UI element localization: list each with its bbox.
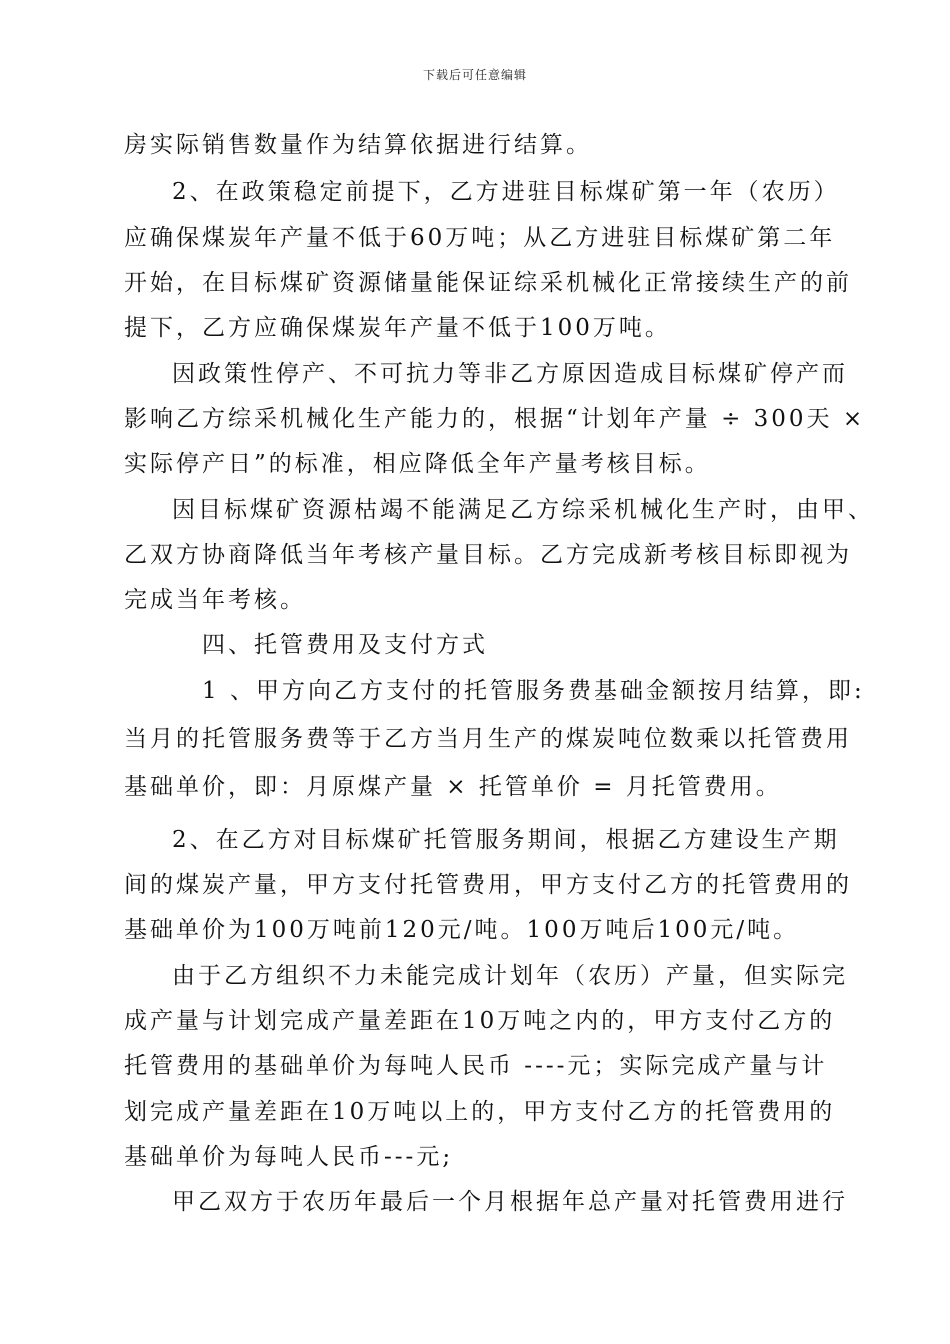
body-line: 2、在政策稳定前提下，乙方进驻目标煤矿第一年（农历） (172, 179, 840, 205)
body-line: 实际停产日”的标准，相应降低全年产量考核目标。 (124, 451, 711, 477)
body-line: 成产量与计划完成产量差距在10万吨之内的，甲方支付乙方的 (124, 1008, 836, 1034)
body-line: 开始，在目标煤矿资源储量能保证综采机械化正常接续生产的前 (124, 270, 852, 296)
body-line: 基础单价为每吨人民币---元; (124, 1144, 454, 1170)
body-line: 基础单价，即：月原煤产量 × 托管单价 = 月托管费用。 (124, 774, 782, 800)
body-line: 因政策性停产、不可抗力等非乙方原因造成目标煤矿停产而 (172, 361, 848, 387)
body-line: 完成当年考核。 (124, 587, 306, 613)
body-line: 甲乙双方于农历年最后一个月根据年总产量对托管费用进行 (172, 1189, 848, 1215)
body-line: 因目标煤矿资源枯竭不能满足乙方综采机械化生产时，由甲、 (172, 497, 874, 523)
body-line: 当月的托管服务费等于乙方当月生产的煤炭吨位数乘以托管费用 (124, 726, 852, 752)
body-line: 基础单价为100万吨前120元/吨。100万吨后100元/吨。 (124, 917, 800, 943)
body-line: 2、在乙方对目标煤矿托管服务期间，根据乙方建设生产期 (172, 827, 840, 853)
body-line: 应确保煤炭年产量不低于60万吨；从乙方进驻目标煤矿第二年 (124, 225, 836, 251)
body-line: 影响乙方综采机械化生产能力的，根据“计划年产量 ÷ 300天 × (124, 406, 866, 432)
body-line: 划完成产量差距在10万吨以上的，甲方支付乙方的托管费用的 (124, 1099, 836, 1125)
body-line: 房实际销售数量作为结算依据进行结算。 (124, 132, 592, 158)
body-line: 提下，乙方应确保煤炭年产量不低于100万吨。 (124, 315, 671, 341)
body-line: 托管费用的基础单价为每吨人民币 ----元；实际完成产量与计 (124, 1053, 828, 1079)
page-header: 下载后可任意编辑 (422, 68, 527, 82)
body-line: 间的煤炭产量，甲方支付托管费用，甲方支付乙方的托管费用的 (124, 872, 852, 898)
body-line: 乙双方协商降低当年考核产量目标。乙方完成新考核目标即视为 (124, 542, 852, 568)
body-line: 1 、甲方向乙方支付的托管服务费基础金额按月结算，即: (202, 678, 865, 704)
body-line: 由于乙方组织不力未能完成计划年（农历）产量，但实际完 (172, 963, 848, 989)
section-heading: 四、托管费用及支付方式 (202, 632, 488, 658)
